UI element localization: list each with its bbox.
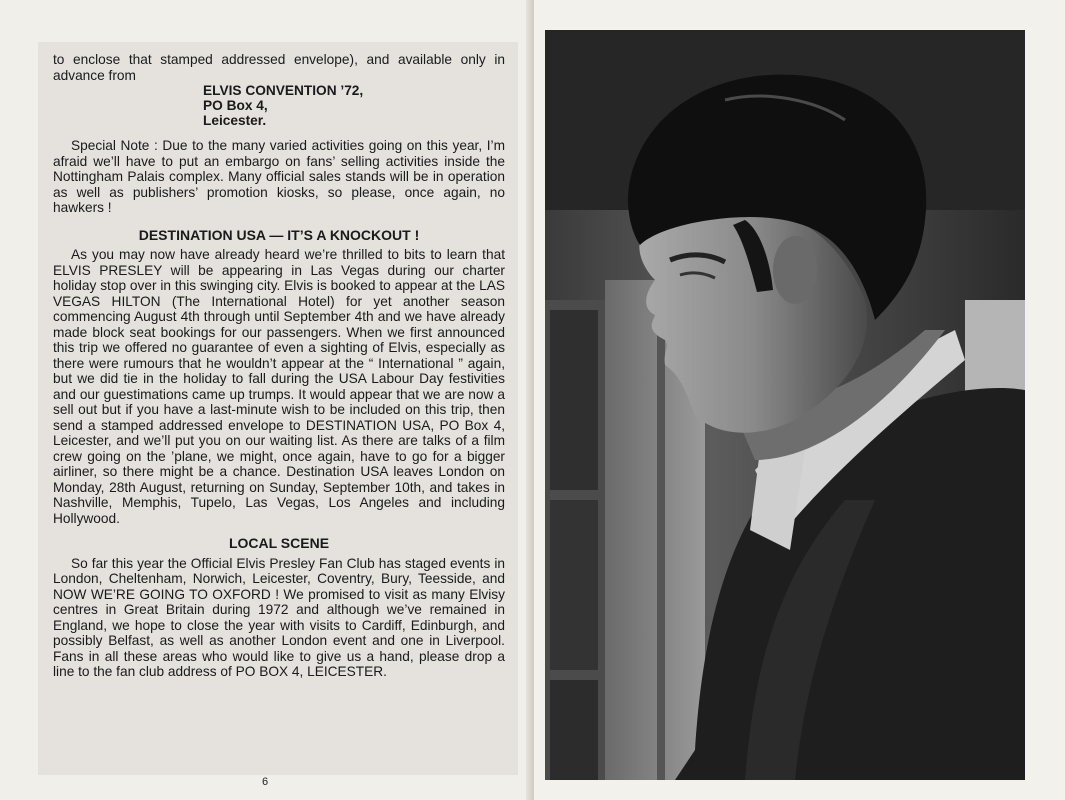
local-scene-paragraph: So far this year the Official Elvis Presley Fan Club has staged events in London, Cheltenham, Norwich, Leicester, Coventry, Bury, Teesside, and NOW WE’RE GOING TO OXFORD ! We promised to visit as many Elvisy centres in Great Britain during 1972 and although we’ve remained in England, we hope to close the year with visits to Cardiff, Edinburgh, and possibly Belfast, as well as another London event and one in Liverpool. Fans in all these areas who would like to give us a hand, please drop a line to the fan club address of PO BOX 4, LEICESTER. (53, 555, 505, 679)
intro-paragraph: to enclose that stamped addressed envelope), and available only in advance from (53, 52, 505, 83)
destination-usa-paragraph: As you may now have already heard we’re thrilled to bits to learn that ELVIS PRESLEY will be appearing in Las Vegas during our charter holiday stop over in this swinging city. Elvis is booked to appear at the LAS VEGAS HILTON (The International Hotel) for yet another season commencing August 4th through until September 4th and we have already made block seat bookings for our passengers. When we first announced this trip we offered no guarantee of even a sighting of Elvis, especially as there were rumours that he wouldn’t appear at the “ International ” again, but we did tie in the holiday to fall during the USA Labour Day festivities and our guestimations came up trumps. It would appear that we are now a sell out but if you have a last-minute wish to be included on this trip, then send a stamped addressed envelope to DESTINATION USA, PO Box 4, Leicester, and we’ll put you on our waiting list. As there are talks of a film crew going on the ’plane, we might, once again, have to go for a bigger airliner, so there might be a chance. Destination USA leaves London on Monday, 28th August, returning on Sunday, September 10th, and takes in Nashville, Memphis, Tupelo, Las Vegas, Los Angeles and including Hollywood. (53, 247, 505, 526)
portrait-photo (545, 30, 1025, 780)
page-number: 6 (261, 776, 269, 788)
address-block (203, 83, 505, 128)
text-panel (38, 42, 518, 775)
address-line: PO Box 4, (203, 98, 268, 113)
address-line: ELVIS CONVENTION ’72, (203, 83, 364, 98)
address-line: Leicester. (203, 113, 267, 128)
photo-icon (545, 30, 1025, 780)
special-note-paragraph: Special Note : Due to the many varied activities going on this year, I’m afraid we’ll have to put an embargo on fans’ selling activities inside the Nottingham Palais complex. Many official sales stands will be in operation as well as publishers’ promotion kiosks, so please, once again, no hawkers ! (53, 138, 505, 215)
section-heading-destination-usa: DESTINATION USA — IT’S A KNOCKOUT ! (138, 226, 420, 243)
left-page (0, 0, 530, 800)
section-heading-local-scene: LOCAL SCENE (228, 535, 330, 551)
